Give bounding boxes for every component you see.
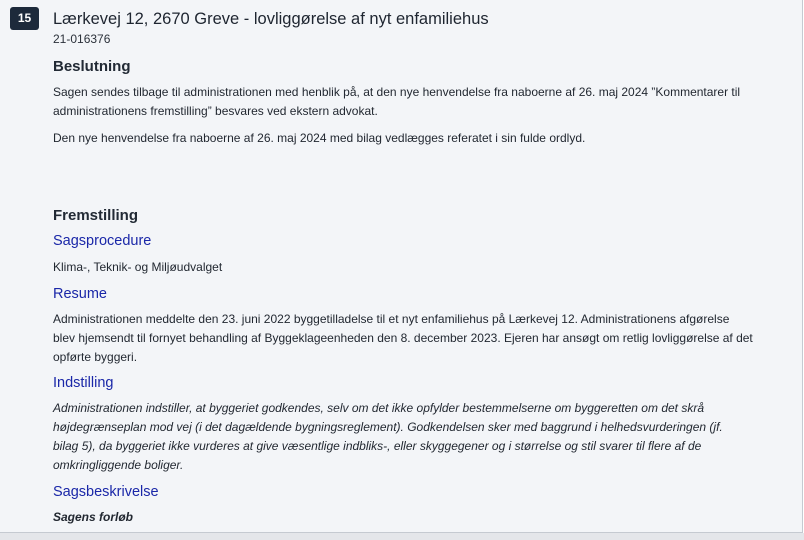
bottom-scroll-edge — [0, 533, 804, 540]
resume-heading: Resume — [53, 286, 107, 302]
indstilling-text: Administrationen indstiller, at byggeriet godkendes, selv om det ikke opfylder bestemmelserne om byggeretten om det skrå højdegrænseplan mod vej (i det dagældende bygningsreglement). Godkendelsen sker med baggrund i helhedsvurderingen (jf. bilag 5), da byggeriet ikke vurderes at give væsentlige indbliks-, eller skyggegener og i størrelse og stil svarer til flere af de omkringliggende boliger. — [53, 401, 723, 472]
case-number: 21-016376 — [53, 32, 111, 46]
beslutning-paragraph-1: Sagen sendes tilbage til administrationen med henblik på, at den nye henvendelse fra naboerne af 26. maj 2024 ”Kommentarer til administrationens fremstilling” besvares ved ekstern advokat. — [53, 85, 741, 118]
indstilling-heading: Indstilling — [53, 375, 114, 391]
sagsbeskrivelse-heading: Sagsbeskrivelse — [53, 484, 159, 500]
sagsprocedure-heading: Sagsprocedure — [53, 233, 152, 249]
sagsprocedure-text: Klima-, Teknik- og Miljøudvalget — [53, 260, 223, 274]
resume-text: Administrationen meddelte den 23. juni 2022 byggetilladelse til et nyt enfamiliehus på Lærkevej 12. Administrationens afgørelse blev hjemsendt til fornyet behandling af Byggeklageenheden den 8. december 2023. Ejeren har ansøgt om retlig lovliggørelse af det opførte byggeri. — [53, 312, 753, 364]
beslutning-heading: Beslutning — [53, 58, 131, 75]
agenda-item-content — [53, 8, 753, 527]
fremstilling-heading: Fremstilling — [53, 207, 139, 224]
item-number-badge: 15 — [10, 7, 39, 30]
item-title: Lærkevej 12, 2670 Greve - lovliggørelse af nyt enfamiliehus — [53, 10, 489, 28]
beslutning-paragraph-2: Den nye henvendelse fra naboerne af 26. maj 2024 med bilag vedlægges referatet i sin fulde ordlyd. — [53, 131, 586, 145]
sagens-forloeb-subheading: Sagens forløb — [53, 510, 134, 524]
